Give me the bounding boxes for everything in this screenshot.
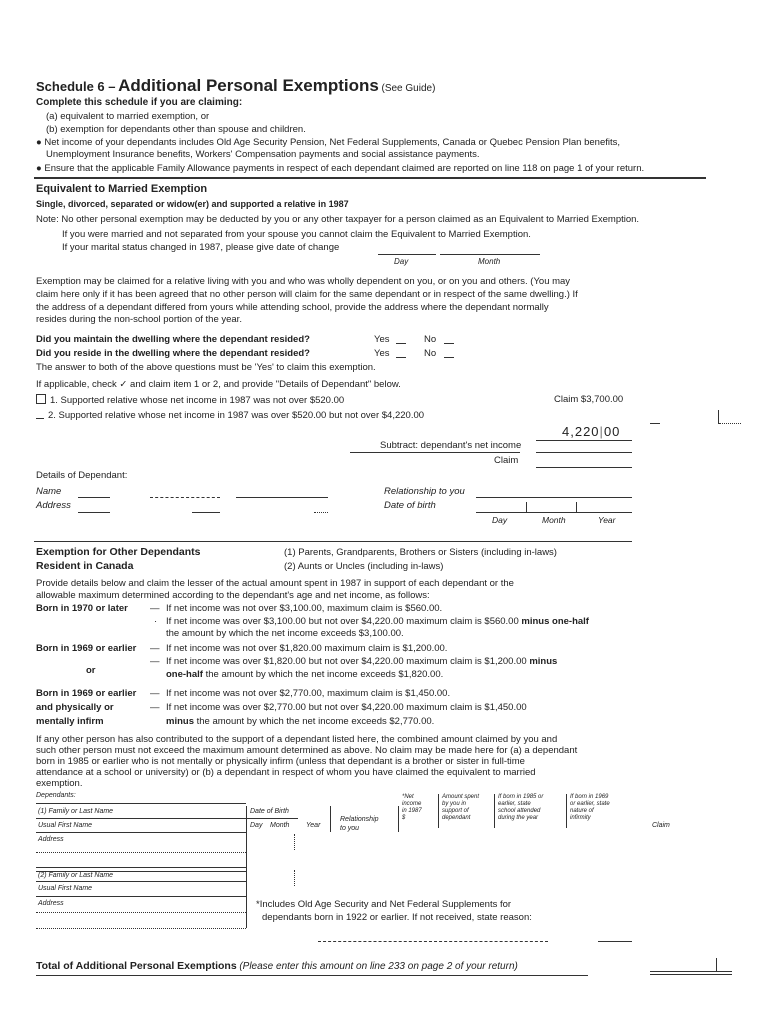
- name-2-header: (2) Family or Last Name: [38, 872, 114, 879]
- contrib-line-3: born in 1985 or earlier who is not mentally or physically infirm (unless that dependant is a brother or sister in full-time: [36, 756, 525, 767]
- equivalent-para-line-2: claim here only if it has been agreed that no other person will claim for the same dependant or in respect of the same dwelling.) If: [36, 289, 578, 300]
- dash: —: [150, 688, 160, 699]
- school-header: [498, 794, 543, 822]
- marital-change-day-field[interactable]: [378, 254, 436, 255]
- table-rule: [36, 881, 246, 882]
- bullet-2-text: Ensure that the applicable Family Allowance payments in respect of each dependant claimed are reported on line 118 on page 1 of your return.: [44, 163, 645, 174]
- school-header-1: If born in 1985 or: [498, 794, 544, 800]
- rule-2b-bold: minus: [529, 656, 558, 667]
- q1-yes-label: Yes: [374, 334, 390, 345]
- table-column-line: [438, 794, 439, 828]
- equivalent-para-line-1: Exemption may be claimed for a relative living with you and who was wholly dependent on you, or on you and others. (You may: [36, 276, 571, 287]
- section-title-other: Exemption for Other Dependants: [36, 546, 201, 558]
- if-applicable-text: If applicable, check ✓ and claim item 1 or 2, and provide "Details of Dependant" below.: [36, 379, 401, 390]
- option-2-amount-line: [536, 440, 632, 441]
- table-rule: [36, 896, 246, 897]
- table-column-line: [330, 806, 331, 832]
- option-2-checkbox[interactable]: [36, 410, 44, 419]
- option-2-text: 2. Supported relative whose net income in 1987 was over $520.00 but not over $4,220.00: [48, 410, 425, 421]
- question-maintain-dwelling: Did you maintain the dwelling where the dependant resided?: [36, 334, 310, 345]
- table-column-line: [566, 794, 567, 828]
- rule-3c: [166, 716, 434, 727]
- equivalent-claim-field[interactable]: [536, 467, 632, 468]
- dash: —: [150, 603, 160, 614]
- table-rule: [36, 832, 246, 833]
- address-2-header: Address: [38, 900, 64, 907]
- rule-2a: If net income was not over $1,820.00 maximum claim is $1,200.00.: [166, 643, 448, 654]
- option-1: [36, 394, 344, 406]
- table-rule: [36, 867, 246, 868]
- page-title: Additional Personal Exemptions: [118, 76, 379, 95]
- item-b: (b) exemption for dependants other than spouse and children.: [46, 124, 306, 135]
- schedule-number: Schedule 6 –: [36, 79, 116, 94]
- rule-1b-bold: minus one-half: [521, 616, 589, 627]
- address-field-2[interactable]: [192, 512, 220, 513]
- margin-mark: [719, 423, 741, 424]
- table-rule: [246, 818, 298, 819]
- table-rule: [36, 818, 246, 819]
- amount-spent-header-4: dependant: [442, 815, 471, 821]
- dob-month-label: Month: [542, 515, 566, 525]
- rule-2b-text: If net income was over $1,820.00 but not over $4,220.00 maximum claim is $1,200.00: [166, 656, 530, 667]
- amount-spent-header-3: support of: [442, 808, 469, 814]
- contrib-line-4: attendance at a school or university) or (b) a dependant in respect of whom you have claimed the equivalent to married: [36, 767, 536, 778]
- equivalent-para-line-4: resides during the non-school portion of the year.: [36, 314, 242, 325]
- other-intro-line-2: allowable maximum determined according to the dependant's age and net income, as follows:: [36, 590, 430, 601]
- equivalent-para-line-3: the address of a dependant differed from yours while attending school, provide the address where the dependant normally: [36, 302, 549, 313]
- q2-no-label: No: [424, 348, 437, 359]
- schedule-heading: [36, 76, 435, 96]
- relationship-header: Relationship: [340, 816, 379, 823]
- net-income-header-3: in 1987: [402, 808, 422, 814]
- dob-year-header: Year: [306, 822, 321, 829]
- margin-mark: [650, 423, 660, 424]
- cents-separator: |: [599, 424, 604, 439]
- married-line: If you were married and not separated from your spouse you cannot claim the Equivalent to Married Exemption.: [62, 229, 531, 240]
- rule-1b-text: If net income was over $3,100.00 but not over $4,220.00 maximum claim is $560.00: [166, 616, 522, 627]
- month-label: Month: [478, 257, 501, 266]
- rule-2b: [166, 656, 557, 667]
- address-label: Address: [36, 500, 71, 511]
- option-2-amount: [562, 424, 620, 439]
- address-field[interactable]: [78, 512, 110, 513]
- mentally-label: mentally infirm: [36, 716, 104, 727]
- question-reside-dwelling: Did you reside in the dwelling where the dependant resided?: [36, 348, 310, 359]
- rule-3c-bold: minus: [166, 716, 194, 727]
- rule-1a: If net income was not over $3,100.00, maximum claim is $560.00.: [166, 603, 443, 614]
- net-income-header: [402, 794, 422, 822]
- dash: —: [150, 643, 160, 654]
- or-label: or: [86, 665, 96, 676]
- table-rule: [36, 803, 246, 804]
- q1-yes-field[interactable]: [396, 343, 406, 344]
- bullet-1-line-1: Net income of your dependants includes Old Age Security Pension, Net Federal Supplements, Canada or Quebec Pension Plan benefits,: [44, 137, 621, 148]
- net-income-header-1: *Net: [402, 794, 414, 800]
- bullet-dot: ●: [36, 163, 42, 174]
- dob-field[interactable]: [476, 512, 632, 513]
- day-label: Day: [394, 257, 409, 266]
- name-1-header: (1) Family or Last Name: [38, 808, 114, 815]
- equivalent-note: Note: No other personal exemption may be deducted by you or any other taxpayer for a person claimed as an Equivalent to Married Exemption.: [36, 214, 640, 225]
- total-field[interactable]: [650, 971, 732, 972]
- bullet-1-line-2: Unemployment Insurance benefits, Workers' Compensation payments and social assistance payments.: [46, 149, 480, 160]
- see-guide-note: (See Guide): [381, 83, 436, 94]
- name-label: Name: [36, 486, 62, 497]
- rule-3c-text: the amount by which the net income exceeds $2,770.00.: [193, 716, 435, 727]
- equivalent-subtitle: Single, divorced, separated or widow(er) and supported a relative in 1987: [36, 199, 349, 209]
- relationship-label: Relationship to you: [384, 486, 465, 497]
- option-1-checkbox[interactable]: [36, 394, 46, 404]
- total-note: (Please enter this amount on line 233 on page 2 of your return): [239, 961, 518, 972]
- dob-divider: [576, 502, 577, 512]
- reason-field-2[interactable]: [598, 941, 632, 942]
- dob-day-header: Day: [250, 822, 263, 829]
- address-field-3[interactable]: [314, 512, 328, 513]
- dob-day-label: Day: [492, 515, 508, 525]
- subtract-rule: [350, 452, 520, 453]
- school-header-4: during the year: [498, 815, 539, 821]
- footnote-line-2: dependants born in 1922 or earlier. If not received, state reason:: [262, 912, 532, 923]
- contrib-line-1: If any other person has also contributed to the support of a dependant listed here, the combined amount claimed by you and: [36, 734, 558, 745]
- total-field-double-rule: [650, 974, 732, 975]
- q1-no-label: No: [424, 334, 437, 345]
- table-column-line: [294, 870, 295, 886]
- rule-2c-bold: one-half: [166, 669, 203, 680]
- dob-year-label: Year: [598, 515, 616, 525]
- rule-1c: the amount by which the net income exceeds $3,100.00.: [166, 628, 404, 639]
- marital-change-text: If your marital status changed in 1987, please give date of change: [62, 242, 340, 253]
- subtract-field[interactable]: [536, 452, 632, 453]
- dob-month-header: Month: [270, 822, 290, 829]
- name-field[interactable]: [78, 497, 110, 498]
- address-2-field[interactable]: [36, 912, 246, 913]
- table-column-line: [398, 806, 399, 832]
- subtract-label: Subtract: dependant's net income: [380, 440, 522, 451]
- divider: [34, 541, 632, 542]
- dob-label: Date of birth: [384, 500, 436, 511]
- dash: ·: [154, 616, 158, 627]
- relationship-header-2: to you: [340, 825, 360, 832]
- born-1970-label: Born in 1970 or later: [36, 603, 128, 614]
- reason-field[interactable]: [318, 941, 548, 942]
- net-income-header-4: $: [402, 815, 406, 821]
- details-title: Details of Dependant:: [36, 470, 128, 481]
- born-1969-label: Born in 1969 or earlier: [36, 643, 137, 654]
- rule-2c-text: the amount by which the net income exceeds $1,820.00.: [202, 669, 444, 680]
- footnote-line-1: *Includes Old Age Security and Net Federal Supplements for: [256, 899, 512, 910]
- table-column-line: [294, 834, 295, 850]
- section-title-other-line-2: Resident in Canada: [36, 560, 134, 572]
- divider: [34, 177, 706, 179]
- option-2-cents: 00: [603, 424, 621, 439]
- option-2: [36, 410, 424, 421]
- amount-spent-header-2: by you in: [442, 801, 467, 807]
- claim-label: Claim: [494, 455, 519, 466]
- dependants-label: Dependants:: [36, 792, 76, 799]
- q1-no-field[interactable]: [444, 343, 454, 344]
- total-row: [36, 960, 518, 972]
- born-1969-infirm-label: Born in 1969 or earlier: [36, 688, 137, 699]
- bullet-2: [36, 163, 644, 174]
- school-header-2: earlier, state: [498, 801, 531, 807]
- other-intro-line-1: Provide details below and claim the lesser of the actual amount spent in 1987 in support of each dependant or the: [36, 578, 514, 589]
- dob-header: Date of Birth: [250, 808, 289, 815]
- option-1-text: 1. Supported relative whose net income in 1987 was not over $520.00: [50, 395, 345, 406]
- rule-1b: [166, 616, 589, 627]
- first-name-2-header: Usual First Name: [38, 885, 93, 892]
- rule-3b: If net income was over $2,770.00 but not over $4,220.00 maximum claim is $1,450.00: [166, 702, 527, 713]
- infirmity-header-4: infirmity: [570, 815, 591, 821]
- contrib-line-2: such other person must not exceed the maximum amount determined as above. No claim may be made here for (a) a dependant: [36, 745, 578, 756]
- total-label: Total of Additional Personal Exemptions: [36, 960, 237, 972]
- address-1-header: Address: [38, 836, 64, 843]
- q2-yes-label: Yes: [374, 348, 390, 359]
- option-1-claim: Claim $3,700.00: [554, 394, 624, 405]
- school-header-3: school attended: [498, 808, 541, 814]
- bullet-dot: ●: [36, 137, 42, 148]
- name-field-2[interactable]: [150, 497, 220, 498]
- infirmity-header: [570, 794, 610, 822]
- marital-change-month-field[interactable]: [440, 254, 540, 255]
- first-name-1-header: Usual First Name: [38, 822, 93, 829]
- category-2: (2) Aunts or Uncles (including in-laws): [284, 561, 444, 572]
- relationship-field[interactable]: [476, 497, 632, 498]
- physically-label: and physically or: [36, 702, 114, 713]
- dash: —: [150, 656, 160, 667]
- amount-spent-header: [442, 794, 479, 822]
- bullet-1: [36, 137, 620, 148]
- option-2-dollars: 4,220: [562, 424, 600, 439]
- complete-if-text: Complete this schedule if you are claiming:: [36, 97, 243, 108]
- net-income-header-2: income: [402, 801, 422, 807]
- answer-note: The answer to both of the above questions must be 'Yes' to claim this exemption.: [36, 362, 376, 373]
- rule-2c: [166, 669, 443, 680]
- infirmity-header-2: or earlier, state: [570, 801, 610, 807]
- section-title-equivalent: Equivalent to Married Exemption: [36, 183, 208, 195]
- contrib-line-5: exemption.: [36, 778, 83, 789]
- total-field-divider: [716, 958, 717, 972]
- q2-yes-field[interactable]: [396, 357, 406, 358]
- address-1-field[interactable]: [36, 852, 246, 853]
- table-column-line: [494, 794, 495, 828]
- address-2-field-2[interactable]: [36, 928, 246, 929]
- rule-3a: If net income was not over $2,770.00, maximum claim is $1,450.00.: [166, 688, 451, 699]
- infirmity-header-1: If born in 1969: [570, 794, 609, 800]
- item-a: (a) equivalent to married exemption, or: [46, 111, 210, 122]
- name-field-3[interactable]: [236, 497, 328, 498]
- category-1: (1) Parents, Grandparents, Brothers or Sisters (including in-laws): [284, 547, 557, 558]
- dob-divider: [526, 502, 527, 512]
- dash: —: [150, 702, 160, 713]
- infirmity-header-3: nature of: [570, 808, 594, 814]
- total-underline: [36, 975, 588, 976]
- margin-mark: [718, 410, 719, 424]
- claim-header: Claim: [652, 822, 670, 829]
- table-column-line: [246, 868, 247, 928]
- table-column-line: [246, 806, 247, 868]
- q2-no-field[interactable]: [444, 357, 454, 358]
- amount-spent-header-1: Amount spent: [442, 794, 480, 800]
